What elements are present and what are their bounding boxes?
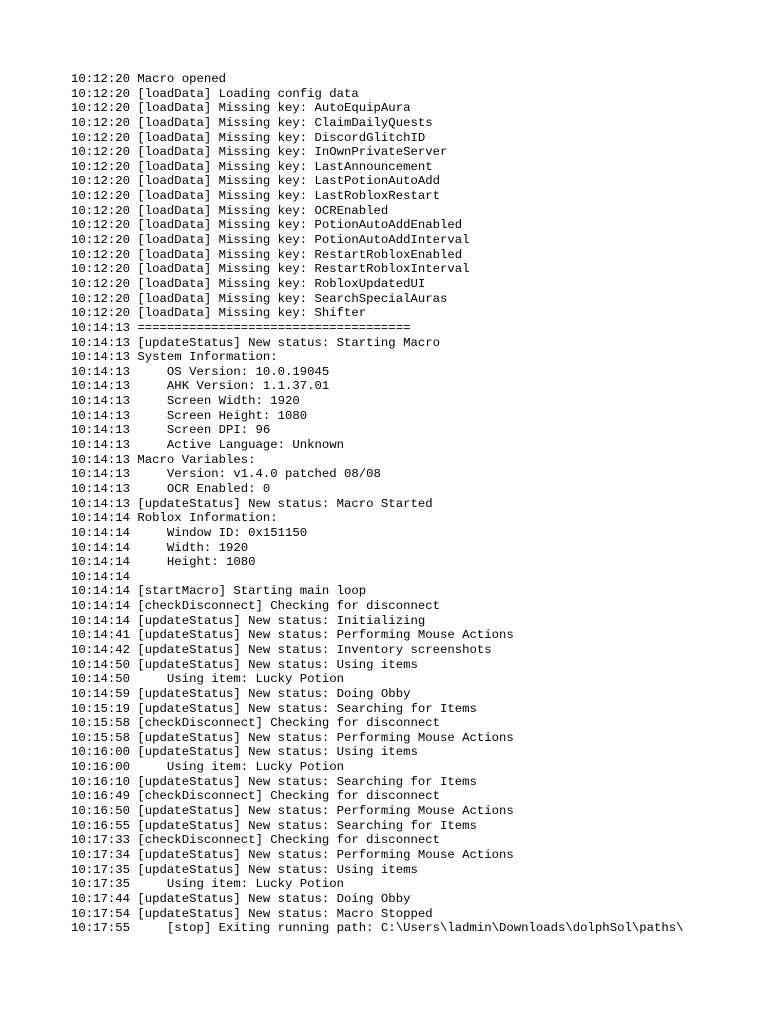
- log-line: 10:17:54 [updateStatus] New status: Macro Stopped: [71, 906, 433, 921]
- log-line: 10:17:35 Using item: Lucky Potion: [71, 877, 345, 892]
- log-line: 10:17:44 [updateStatus] New status: Doing Obby: [71, 891, 411, 906]
- log-line: 10:12:20 [loadData] Missing key: ClaimDailyQuests: [71, 115, 433, 130]
- log-line: 10:14:14 Roblox Information:: [71, 511, 278, 526]
- log-line: 10:16:55 [updateStatus] New status: Searching for Items: [71, 818, 477, 833]
- log-line: 10:14:14 Height: 1080: [71, 555, 256, 570]
- log-line: 10:14:50 Using item: Lucky Potion: [71, 672, 345, 687]
- log-line: 10:12:20 [loadData] Missing key: DiscordGlitchID: [71, 130, 426, 145]
- log-line: 10:17:34 [updateStatus] New status: Performing Mouse Actions: [71, 847, 514, 862]
- log-line: 10:12:20 [loadData] Missing key: LastPotionAutoAdd: [71, 174, 440, 189]
- log-line: 10:16:00 Using item: Lucky Potion: [71, 760, 345, 775]
- log-line: 10:17:35 [updateStatus] New status: Using items: [71, 862, 418, 877]
- log-line: 10:14:14 [checkDisconnect] Checking for disconnect: [71, 599, 440, 614]
- log-line: 10:16:50 [updateStatus] New status: Performing Mouse Actions: [71, 804, 514, 819]
- log-line: 10:12:20 [loadData] Missing key: RestartRobloxInterval: [71, 262, 470, 277]
- log-line: 10:12:20 Macro opened: [71, 72, 226, 86]
- log-line: 10:14:59 [updateStatus] New status: Doing Obby: [71, 686, 411, 701]
- log-line: 10:14:14: [71, 569, 131, 584]
- log-line: 10:14:13 [updateStatus] New status: Starting Macro: [71, 335, 440, 350]
- log-line: 10:14:13 Screen DPI: 96: [71, 423, 271, 438]
- log-line: 10:14:13 System Information:: [71, 350, 278, 365]
- log-line: 10:14:50 [updateStatus] New status: Using items: [71, 657, 418, 672]
- log-line: 10:12:20 [loadData] Missing key: RobloxUpdatedUI: [71, 276, 426, 291]
- log-line: 10:12:20 [loadData] Missing key: Shifter: [71, 306, 367, 321]
- log-line: 10:12:20 [loadData] Missing key: LastAnnouncement: [71, 159, 433, 174]
- log-line: 10:15:19 [updateStatus] New status: Searching for Items: [71, 701, 477, 716]
- log-line: 10:12:20 [loadData] Missing key: PotionAutoAddEnabled: [71, 218, 463, 233]
- log-line: 10:14:14 Window ID: 0x151150: [71, 525, 308, 540]
- log-line: 10:14:13 Macro Variables:: [71, 452, 256, 467]
- log-line: 10:15:58 [updateStatus] New status: Performing Mouse Actions: [71, 730, 514, 745]
- log-line: 10:14:14 [startMacro] Starting main loop: [71, 584, 367, 599]
- log-line: 10:14:13 OCR Enabled: 0: [71, 481, 271, 496]
- log-line: 10:14:42 [updateStatus] New status: Inventory screenshots: [71, 642, 492, 657]
- log-text: [71, 72, 761, 936]
- log-line: 10:17:55 [stop] Exiting running path: C:\Users\ladmin\Downloads\dolphSol\paths\: [71, 921, 684, 936]
- log-line: 10:14:14 Width: 1920: [71, 540, 249, 555]
- log-line: 10:14:13 Screen Width: 1920: [71, 394, 300, 409]
- log-line: 10:14:13 AHK Version: 1.1.37.01: [71, 379, 330, 394]
- log-line: 10:12:20 [loadData] Missing key: LastRobloxRestart: [71, 189, 440, 204]
- log-line: 10:17:33 [checkDisconnect] Checking for disconnect: [71, 833, 440, 848]
- log-line: 10:12:20 [loadData] Missing key: PotionAutoAddInterval: [71, 233, 470, 248]
- log-line: 10:12:20 [loadData] Missing key: AutoEquipAura: [71, 101, 411, 116]
- log-line: 10:14:13 OS Version: 10.0.19045: [71, 364, 330, 379]
- log-line: 10:12:20 [loadData] Missing key: InOwnPrivateServer: [71, 145, 448, 160]
- log-line: 10:14:14 [updateStatus] New status: Initializing: [71, 613, 426, 628]
- log-line: 10:16:49 [checkDisconnect] Checking for disconnect: [71, 789, 440, 804]
- log-line: 10:12:20 [loadData] Missing key: SearchSpecialAuras: [71, 291, 448, 306]
- log-line: 10:16:00 [updateStatus] New status: Using items: [71, 745, 418, 760]
- log-line: 10:12:20 [loadData] Missing key: RestartRobloxEnabled: [71, 247, 463, 262]
- log-line: 10:14:13 Screen Height: 1080: [71, 408, 308, 423]
- log-line: 10:14:41 [updateStatus] New status: Performing Mouse Actions: [71, 628, 514, 643]
- log-line: 10:12:20 [loadData] Loading config data: [71, 86, 359, 101]
- log-line: 10:14:13 [updateStatus] New status: Macro Started: [71, 496, 433, 511]
- log-line: 10:12:20 [loadData] Missing key: OCREnabled: [71, 203, 389, 218]
- log-line: 10:15:58 [checkDisconnect] Checking for disconnect: [71, 716, 440, 731]
- log-line: 10:14:13 Version: v1.4.0 patched 08/08: [71, 467, 381, 482]
- log-line: 10:14:13 Active Language: Unknown: [71, 438, 345, 453]
- log-line: 10:16:10 [updateStatus] New status: Searching for Items: [71, 774, 477, 789]
- log-line: 10:14:13 =====================================: [71, 320, 411, 335]
